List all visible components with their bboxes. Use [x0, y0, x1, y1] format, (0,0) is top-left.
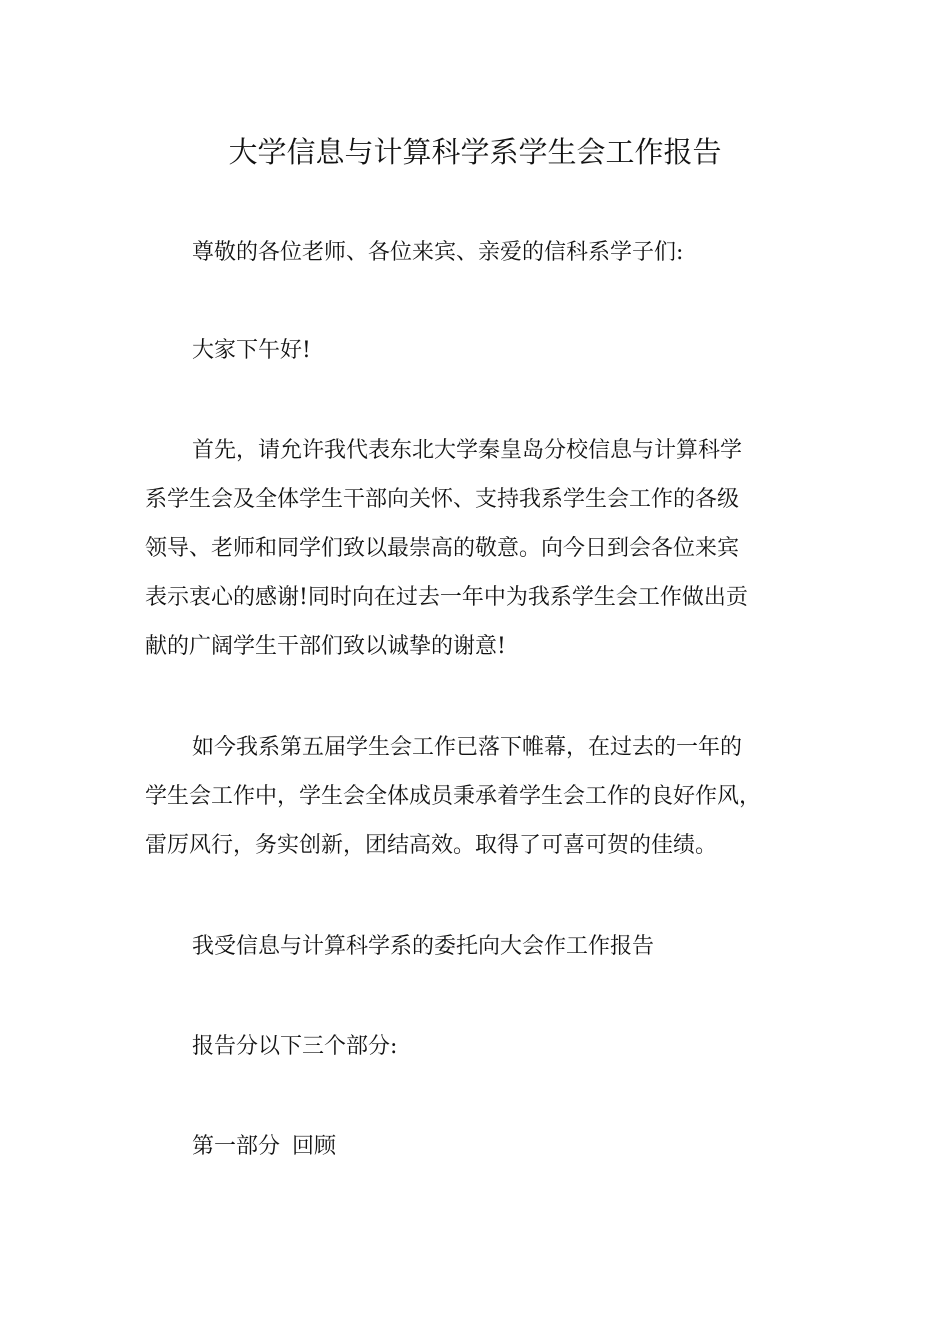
document-title: 大学信息与计算科学系学生会工作报告 — [228, 135, 722, 169]
paragraph-summary — [145, 723, 835, 870]
paragraph-line: 表示衷心的感谢!同时向在过去一年中为我系学生会工作做出贡 — [145, 585, 748, 610]
section-title: 回顾 — [292, 1134, 337, 1159]
salutation: 尊敬的各位老师、各位来宾、亲爱的信科系学子们: — [192, 240, 684, 265]
section-label: 第一部分 — [192, 1134, 281, 1159]
paragraph-acknowledgement — [145, 426, 835, 671]
parts-intro: 报告分以下三个部分: — [192, 1034, 398, 1059]
paragraph-line: 雷厉风行，务实创新，团结高效。取得了可喜可贺的佳绩。 — [145, 833, 718, 858]
paragraph-line: 学生会工作中，学生会全体成员秉承着学生会工作的良好作风， — [145, 784, 762, 809]
greeting: 大家下午好! — [192, 338, 311, 363]
paragraph-line: 如今我系第五届学生会工作已落下帷幕，在过去的一年的 — [192, 735, 743, 760]
paragraph-line: 系学生会及全体学生干部向关怀、支持我系学生会工作的各级 — [145, 487, 740, 512]
section-heading-part1 — [145, 1122, 835, 1171]
paragraph-line: 首先，请允许我代表东北大学秦皇岛分校信息与计算科学 — [192, 438, 743, 463]
paragraph-line: 领导、老师和同学们致以最崇高的敬意。向今日到会各位来宾 — [145, 536, 740, 561]
paragraph-line: 献的广阔学生干部们致以诚挚的谢意! — [145, 634, 506, 659]
entrusted-statement: 我受信息与计算科学系的委托向大会作工作报告 — [192, 934, 655, 959]
